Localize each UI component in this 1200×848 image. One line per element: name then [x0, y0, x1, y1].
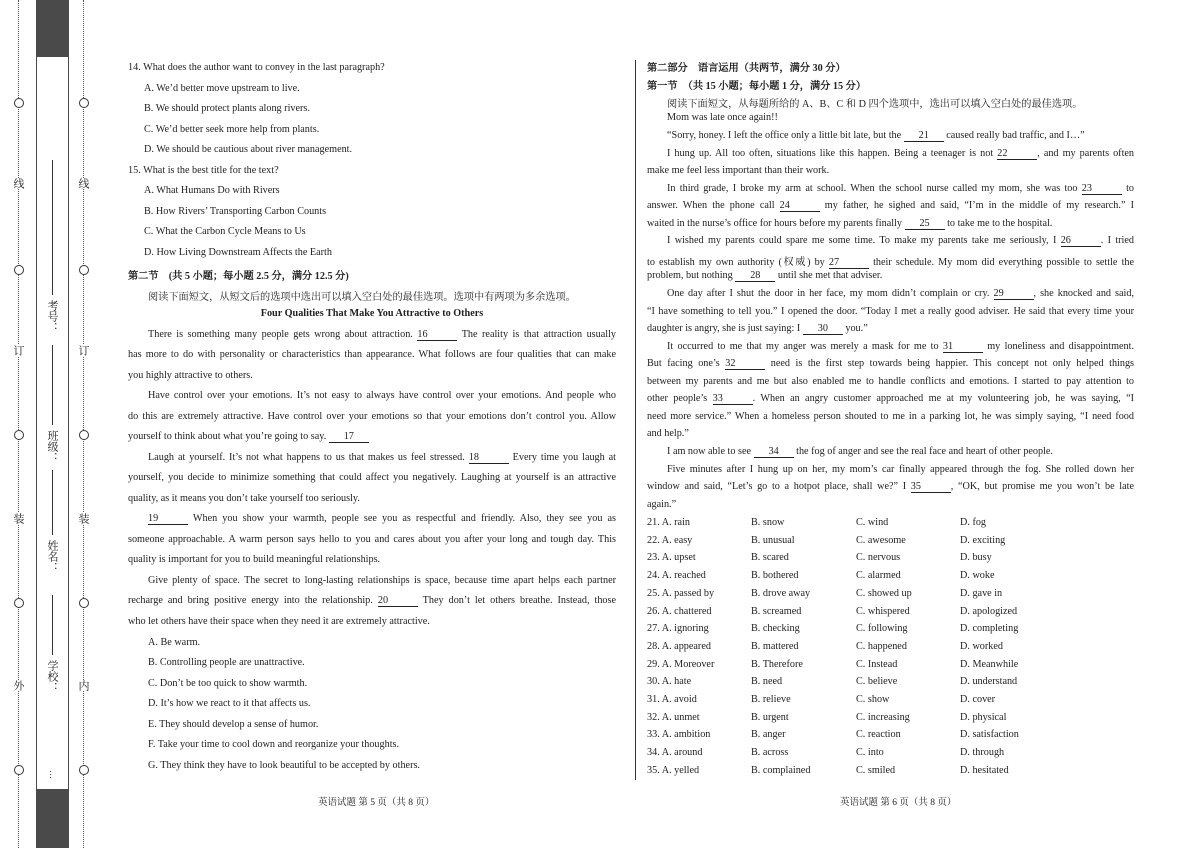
exam-number-label: 考号： — [46, 300, 58, 333]
page-footer-right: 英语试题 第 6 页（共 8 页） — [840, 798, 957, 808]
passage-line: quality, as it means you don’t take yourself too seriously. — [128, 493, 360, 504]
cloze-option: 32. A. unmet — [647, 711, 700, 723]
cloze-option: C. Instead — [856, 658, 898, 670]
passage-line: 19 When you show your warmth, people see you as respectful and friendly. Also, they see you as — [148, 513, 616, 524]
instructions: 阅读下面短文，从短文后的选项中选出可以填入空白处的最佳选项。选项中有两项为多余选项。 — [148, 292, 576, 303]
passage-line: who let others have their space when they need it are extremely attractive. — [128, 616, 430, 627]
passage-line: Give plenty of space. The secret to long-lasting relationships is space, because time apart helps each partner — [148, 575, 616, 586]
passage-line: other people’s 33 . When an angry customer approached me at my volunteering job, he was saying, “I — [647, 393, 1134, 404]
passage-line: need more service.” When a homeless person shouted to me in a parking lot, he was simply saying, “I need food — [647, 411, 1134, 422]
seven-choice-option-e: E. They should develop a sense of humor. — [148, 719, 319, 730]
part-heading: 第二部分 语言运用（共两节，满分 30 分） — [647, 63, 846, 74]
cloze-option: C. smiled — [856, 764, 896, 776]
passage-line: someone approachable. A warm person says hello to you and cares about you after your long and tough day. This — [128, 534, 616, 545]
cloze-option: 33. A. ambition — [647, 729, 711, 741]
cloze-option: 29. A. Moreover — [647, 658, 715, 670]
cloze-option: B. screamed — [751, 605, 802, 617]
q14-stem: 14. What does the author want to convey in the last paragraph? — [128, 62, 385, 73]
q14-option-c: C. We’d better seek more help from plants. — [144, 124, 320, 135]
passage-line: yourself to think about what you’re going to say. 17 — [128, 431, 369, 443]
q15-stem: 15. What is the best title for the text? — [128, 165, 279, 176]
seven-choice-option-c: C. Don’t be too quick to show warmth. — [148, 678, 308, 689]
school-label: 学校： — [46, 660, 58, 693]
cloze-option: B. across — [751, 747, 789, 759]
column-divider — [635, 60, 636, 780]
bottom-dark-strip — [36, 790, 69, 848]
passage-line: problem, but nothing 28 until she met that adviser. — [647, 270, 883, 281]
instructions: 阅读下面短文，从每题所给的 A、B、C 和 D 四个选项中，选出可以填入空白处的最佳选项。 — [667, 99, 1083, 110]
cloze-option: D. physical — [960, 711, 1007, 723]
q14-option-a: A. We’d better move upstream to live. — [144, 83, 300, 94]
blank-30[interactable]: 30 — [803, 323, 843, 335]
passage-line: daughter is angry, she is just saying: I 30 you.” — [647, 323, 868, 334]
page-footer-left: 英语试题 第 5 页（共 8 页） — [318, 798, 435, 808]
passage-line: I am now able to see 34 the fog of anger and see the real face and heart of other people. — [667, 446, 1053, 457]
section-heading: 第二节 (共 5 小题；每小题 2.5 分，满分 12.5 分) — [128, 271, 349, 282]
passage-line: window and said, “Let’s go to a hotpot place, shall we?” I 35 , “OK, but promise me you won’t be late — [647, 481, 1134, 492]
cloze-option: D. apologized — [960, 605, 1018, 617]
passage-line: between my parents and me but also enabled me to handle conflicts and emotions. I started to pay attention to — [647, 376, 1134, 387]
binding-circle — [79, 430, 89, 440]
blank-21[interactable]: 21 — [904, 130, 944, 142]
cloze-option: B. mattered — [751, 640, 799, 652]
cloze-option: 26. A. chattered — [647, 605, 712, 617]
passage-line: recharge and bring positive energy into the relationship. 20 They don’t let others breathe. Instead, those — [128, 595, 617, 606]
passage-line: answer. When the phone call 24 my father, he sighed and said, “I’m in the middle of my research.” I — [647, 200, 1134, 211]
binding-circle — [14, 265, 24, 275]
cloze-option: 34. A. around — [647, 747, 703, 759]
cloze-option: C. wind — [856, 517, 889, 528]
cloze-option: C. believe — [856, 676, 898, 688]
cloze-option: D. gave in — [960, 587, 1003, 599]
seven-choice-option-g: G. They think they have to look beautiful to be accepted by others. — [148, 760, 420, 771]
cloze-option: D. through — [960, 747, 1005, 759]
passage-line: In third grade, I broke my arm at school. When the school nurse called my mom, she was too 23 to — [667, 183, 1135, 194]
cloze-option: B. anger — [751, 729, 786, 741]
cloze-option: 35. A. yelled — [647, 764, 700, 776]
passage-line: It occurred to me that my anger was merely a mask for me to 31 my loneliness and disappointment. — [667, 341, 1135, 352]
cloze-option: C. show — [856, 694, 890, 705]
blank-26[interactable]: 26 — [1061, 235, 1101, 247]
class-label: 班级： — [46, 430, 58, 463]
cloze-option: 23. A. upset — [647, 552, 696, 564]
cloze-option: D. worked — [960, 640, 1004, 652]
name-field[interactable] — [52, 470, 53, 535]
binding-circle — [14, 598, 24, 608]
section-heading: 第一节 （共 15 小题；每小题 1 分，满分 15 分） — [647, 81, 867, 92]
passage-line: “Sorry, honey. I left the office only a little bit late, but the 21 caused really bad traffic, and I…” — [667, 130, 1085, 141]
inner-mark-xian: 线 — [77, 178, 89, 189]
seven-choice-option-d: D. It’s how we react to it that affects us. — [148, 698, 311, 709]
passage-line: waited in the nurse’s office for hours before my parents finally 25 to take me to the hospital. — [647, 218, 1053, 229]
passage-title: Four Qualities That Make You Attractive to Others — [260, 308, 484, 319]
q15-option-b: B. How Rivers’ Transporting Carbon Counts — [144, 206, 327, 217]
binding-circle — [14, 765, 24, 775]
cloze-option: D. completing — [960, 623, 1019, 635]
cloze-option: C. following — [856, 623, 908, 635]
cloze-option: D. satisfaction — [960, 729, 1019, 741]
blank-34[interactable]: 34 — [754, 446, 794, 458]
binding-circle — [14, 98, 24, 108]
class-field[interactable] — [52, 345, 53, 425]
seven-choice-option-b: B. Controlling people are unattractive. — [148, 657, 305, 668]
blank-20[interactable]: 20 — [378, 595, 418, 607]
cloze-option: D. exciting — [960, 534, 1006, 546]
passage-line: to establish my own authority (权威) by 27 their schedule. My mom did everything possible to settle the — [647, 257, 1135, 268]
passage-line: There is something many people gets wrong about attraction. 16 The reality is that attraction usually — [148, 329, 617, 340]
passage-line: quality is important for you to build meaningful relationships. — [128, 554, 381, 565]
blank-18[interactable]: 18 — [469, 452, 509, 464]
cloze-option: D. busy — [960, 552, 992, 564]
cloze-option: C. happened — [856, 640, 907, 652]
cloze-option: D. cover — [960, 694, 996, 705]
binding-circle — [79, 265, 89, 275]
cloze-option: C. nervous — [856, 552, 901, 564]
name-label: 姓名： — [46, 540, 58, 573]
cloze-option: C. whispered — [856, 605, 910, 617]
binding-circle — [79, 98, 89, 108]
cloze-option: 24. A. reached — [647, 570, 706, 582]
blank-23[interactable]: 23 — [1082, 183, 1122, 195]
cloze-option: C. showed up — [856, 587, 912, 599]
q14-option-b: B. We should protect plants along rivers. — [144, 103, 310, 114]
blank-35[interactable]: 35 — [911, 481, 951, 493]
passage-line: Have control over your emotions. It’s not easy to always have control over your emotions. And people who — [148, 390, 616, 401]
cloze-option: D. Meanwhile — [960, 658, 1019, 670]
cloze-option: D. hesitated — [960, 764, 1009, 776]
passage-line: I wished my parents could spare me some time. To make my parents take me seriously, I 26 . I tried — [667, 235, 1135, 246]
blank-22[interactable]: 22 — [997, 148, 1037, 160]
cloze-option: C. increasing — [856, 711, 910, 723]
cloze-option: D. fog — [960, 517, 987, 528]
blank-27[interactable]: 27 — [829, 257, 869, 269]
cloze-option: 21. A. rain — [647, 517, 691, 528]
cloze-option: B. Therefore — [751, 658, 803, 670]
passage-line: has more to do with personality or characteristics than appearance. What follows are four qualities that can make — [128, 349, 616, 360]
blank-17[interactable]: 17 — [329, 431, 369, 443]
passage-line: again.” — [647, 499, 677, 510]
q15-option-a: A. What Humans Do with Rivers — [144, 185, 280, 196]
passage-line: Five minutes after I hung up on her, my mom’s car finally appeared through the fog. She rolled down her — [667, 464, 1134, 475]
cloze-option: B. relieve — [751, 694, 791, 705]
seven-choice-option-f: F. Take your time to cool down and reorganize your thoughts. — [148, 739, 400, 750]
cloze-option: D. woke — [960, 570, 995, 582]
cloze-option: B. urgent — [751, 711, 789, 723]
blank-24[interactable]: 24 — [780, 200, 820, 212]
exam-number-field[interactable] — [52, 160, 53, 295]
blank-25[interactable]: 25 — [905, 218, 945, 230]
cloze-option: 25. A. passed by — [647, 587, 715, 599]
outer-mark-zhuang: 装 — [12, 513, 24, 524]
binding-margin — [0, 0, 105, 848]
school-field[interactable] — [52, 595, 53, 655]
cloze-option: C. awesome — [856, 534, 906, 546]
blank-28[interactable]: 28 — [735, 270, 775, 282]
blank-33[interactable]: 33 — [713, 393, 753, 405]
passage-line: One day after I shut the door in her face, my mom didn’t complain or cry. 29 , she knocked and said, — [667, 288, 1135, 299]
inner-mark-zhuang: 装 — [77, 513, 89, 524]
blank-32[interactable]: 32 — [725, 358, 765, 370]
q15-option-d: D. How Living Downstream Affects the Earth — [144, 247, 332, 258]
cloze-option: B. drove away — [751, 587, 811, 599]
seven-choice-option-a: A. Be warm. — [148, 637, 201, 648]
inner-mark-ding: 订 — [77, 345, 89, 356]
q14-option-d: D. We should be cautious about river management. — [144, 144, 353, 155]
passage-line: Mom was late once again!! — [667, 112, 778, 123]
blank-29[interactable]: 29 — [994, 288, 1034, 300]
top-dark-strip — [36, 0, 69, 57]
cloze-option: B. snow — [751, 517, 785, 528]
binding-circle — [79, 765, 89, 775]
cloze-option: 30. A. hate — [647, 676, 692, 688]
passage-line: Laugh at yourself. It’s not what happens to us that makes us feel stressed. 18 Every time you laugh at — [148, 452, 617, 463]
blank-31[interactable]: 31 — [943, 341, 983, 353]
outer-mark-wai: 外 — [12, 680, 24, 691]
cloze-option: 27. A. ignoring — [647, 623, 709, 635]
cloze-option: C. into — [856, 747, 884, 759]
cloze-option: 28. A. appeared — [647, 640, 711, 652]
cloze-option: B. bothered — [751, 570, 799, 582]
passage-line: you highly attractive to others. — [128, 370, 253, 381]
passage-line: do this are extremely attractive. Have control over your emotions so that your emotions don’t control you. Allow — [128, 411, 616, 422]
cloze-option: B. unusual — [751, 534, 795, 546]
cloze-option: B. checking — [751, 623, 800, 635]
cloze-option: B. need — [751, 676, 783, 688]
cloze-option: D. understand — [960, 676, 1018, 688]
outer-dotted-line — [18, 0, 19, 848]
passage-line: and help.” — [647, 428, 689, 439]
cloze-option: 31. A. avoid — [647, 694, 697, 705]
cloze-option: 22. A. easy — [647, 534, 693, 546]
binding-circle — [14, 430, 24, 440]
outer-mark-ding: 订 — [12, 345, 24, 356]
blank-19[interactable]: 19 — [148, 513, 188, 525]
cloze-option: C. reaction — [856, 729, 901, 741]
passage-line: But facing one’s 32 need is the first step towards being happier. This concept not only helped things — [647, 358, 1135, 369]
q15-option-c: C. What the Carbon Cycle Means to Us — [144, 226, 306, 237]
cloze-option: C. alarmed — [856, 570, 901, 582]
passage-line: I hung up. All too often, situations like this happen. Being a teenager is not 22 , and my parents often — [667, 148, 1135, 159]
inner-dotted-line — [83, 0, 84, 848]
binding-circle — [79, 598, 89, 608]
passage-line: yourself, you decide to minimize something that could affect you negatively. Laughing at yourself is an attractive — [128, 472, 616, 483]
passage-line: make me feel less important than their work. — [647, 165, 830, 176]
outer-mark-xian: 线 — [12, 178, 24, 189]
cloze-option: B. complained — [751, 764, 811, 776]
blank-16[interactable]: 16 — [417, 329, 457, 341]
inner-mark-nei: 内 — [77, 680, 89, 691]
passage-line: “I have something to tell you.” I opened the door. “Today I met a really good adviser. He said that every time your — [647, 306, 1134, 317]
cloze-option: B. scared — [751, 552, 789, 564]
ellipsis: … — [48, 770, 58, 779]
